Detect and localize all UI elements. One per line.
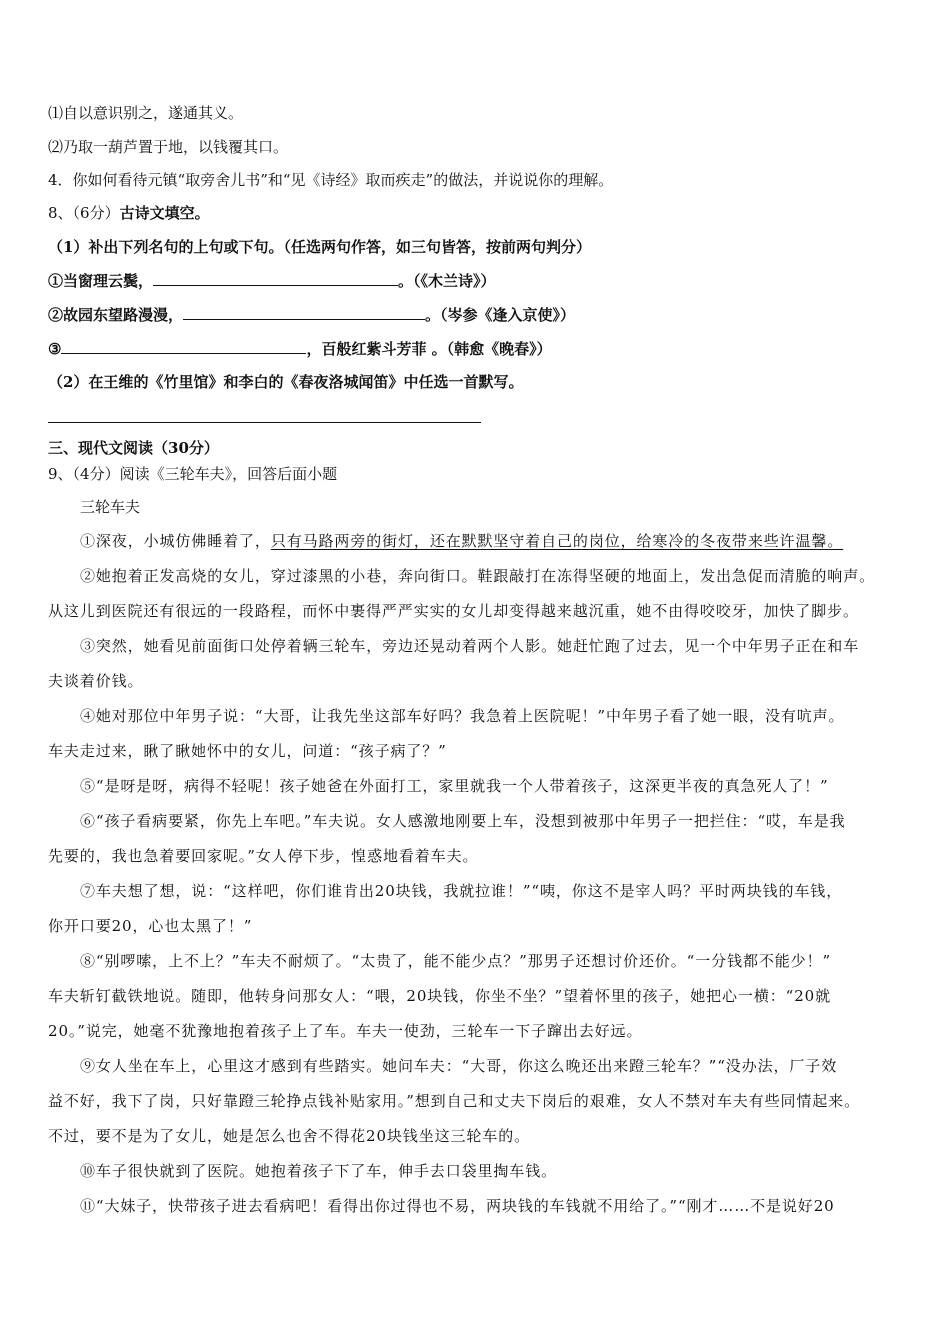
paragraph-1-start: ①深夜，小城仿佛睡着了， (80, 532, 271, 550)
paragraph-11-line-1: ⑪“大妹子，快带孩子进去看病吧！看得出你过得也不易，两块钱的车钱就不用给了。”“刚才……不是说好20 (80, 1197, 835, 1215)
paragraph-9-line-3: 不过，要不是为了女儿，她是怎么也舍不得花20块钱坐这三轮车的。 (48, 1127, 530, 1145)
paragraph-1-underlined: 只有马路两旁的街灯，还在默默坚守着自己的岗位，给寒冷的冬夜带来些许温馨。 (270, 532, 844, 550)
paragraph-8-line-3: 20。”说完，她毫不犹豫地抱着孩子上了车。车夫一使劲，三轮车一下子蹿出去好远。 (48, 1022, 643, 1040)
paragraph-1 (80, 531, 843, 551)
q8-line-2 (48, 304, 575, 325)
section-3-heading: 三、现代文阅读（30分） (48, 439, 219, 457)
answer-blank-2[interactable] (183, 304, 425, 320)
q8-line-2-prompt: ②故园东望路漫漫， (48, 306, 184, 324)
q8-line-3 (48, 338, 552, 359)
q8-line-1-source: 。（《木兰诗》） (398, 272, 496, 290)
paragraph-7-line-2: 你开口要20，心也太黑了！” (48, 917, 253, 935)
q8-line-3-prompt: ③ (48, 340, 62, 358)
paragraph-6-line-1: ⑥“孩子看病要紧，你先上车吧。”车夫说。女人感激地刚要上车，没想到被那中年男子一把拦住：“哎，车是我 (80, 812, 846, 830)
paragraph-9-line-2: 益不好，我下了岗，只好靠蹬三轮挣点钱补贴家用。”想到自己和丈夫下岗后的艰难，女人不禁对车夫有些同情起来。 (48, 1092, 860, 1110)
paragraph-8-line-1: ⑧“别啰嗦，上不上？”车夫不耐烦了。“太贵了，能不能少点？”那男子还想讨价还价。“一分钱都不能少！” (80, 952, 832, 970)
paragraph-9-line-1: ⑨女人坐在车上，心里这才感到有些踏实。她问车夫：“大哥，你这么晚还出来蹬三轮车？”“没办法，厂子效 (80, 1057, 838, 1075)
q8-part-1: （1）补出下列名句的上句或下句。（任选两句作答，如三句皆答，按前两句判分） (48, 238, 591, 256)
q7-sentence-1: ⑴自以意识别之，遂通其义。 (48, 104, 244, 122)
paragraph-4-line-1: ④她对那位中年男子说：“大哥，让我先坐这部车好吗？我急着上医院呢！”中年男子看了她一眼，没有吭声。 (80, 707, 845, 725)
paragraph-2-line-1: ②她抱着正发高烧的女儿，穿过漆黑的小巷，奔向街口。鞋跟敲打在冻得坚硬的地面上，发出急促而清脆的响声。 (80, 567, 876, 585)
q9-prompt: 9、（4分）阅读《三轮车夫》，回答后面小题 (48, 465, 338, 483)
paragraph-6-line-2: 先要的，我也急着要回家呢。”女人停下步，惶惑地看着车夫。 (48, 847, 479, 865)
paragraph-10-line-1: ⑩车子很快就到了医院。她抱着孩子下了车，伸手去口袋里掏车钱。 (80, 1162, 558, 1180)
q7-question-4: 4．你如何看待元镇“取旁舍儿书”和“见《诗经》取而疾走”的做法，并说说你的理解。 (48, 171, 614, 189)
q7-sentence-2: ⑵乃取一葫芦置于地，以钱覆其口。 (48, 138, 289, 156)
paragraph-2-line-2: 从这儿到医院还有很远的一段路程，而怀中裹得严严实实的女儿却变得越来越沉重，她不由得咬咬牙，加快了脚步。 (48, 602, 859, 620)
paragraph-3-line-1: ③突然，她看见前面街口处停着辆三轮车，旁边还晃动着两个人影。她赶忙跑了过去，见一个中年男子正在和车 (80, 637, 860, 655)
q8-line-1-prompt: ①当窗理云鬓， (48, 272, 154, 290)
q8-line-1 (48, 270, 496, 291)
paragraph-4-line-2: 车夫走过来，瞅了瞅她怀中的女儿，问道：“孩子病了？” (48, 742, 447, 760)
answer-line-4[interactable] (48, 422, 481, 423)
answer-blank-1[interactable] (153, 270, 398, 286)
q8-line-3-source: ，百般红紫斗芳菲 。（韩愈《晚春》） (306, 340, 552, 358)
story-title: 三轮车夫 (80, 498, 141, 516)
q8-title: 古诗文填空。 (119, 204, 210, 222)
q8-part-2: （2）在王维的《竹里馆》和李白的《春夜洛城闻笛》中任选一首默写。 (48, 373, 524, 391)
q8-line-2-source: 。（岑参《逢入京使》） (425, 306, 576, 324)
paragraph-3-line-2: 夫谈着价钱。 (48, 672, 144, 690)
answer-blank-3[interactable] (61, 338, 306, 354)
q8-number: 8、（6分） (48, 204, 120, 222)
paragraph-8-line-2: 车夫斩钉截铁地说。随即，他转身问那女人：“喂，20块钱，你坐不坐？”望着怀里的孩子，她把心一横：“20就 (48, 987, 831, 1005)
paragraph-7-line-1: ⑦车夫想了想，说：“这样吧，你们谁肯出20块钱，我就拉谁！”“咦，你这不是宰人吗？平时两块钱的车钱， (80, 882, 843, 900)
q8-header (48, 203, 210, 223)
paragraph-5-line-1: ⑤“是呀是呀，病得不轻呢！孩子她爸在外面打工，家里就我一个人带着孩子，这深更半夜的真急死人了！” (80, 777, 829, 795)
